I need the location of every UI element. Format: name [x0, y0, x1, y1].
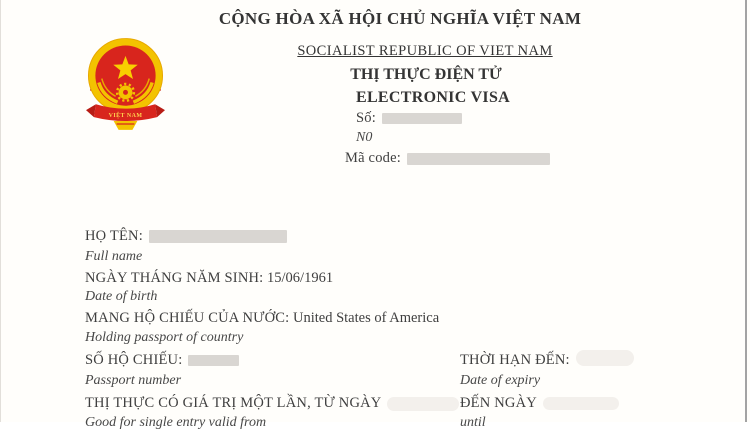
visa-number-label-en: N0: [356, 130, 373, 145]
header-title-en: ELECTRONIC VISA: [355, 89, 511, 106]
visa-number-label: Số:: [356, 110, 376, 126]
header-country-vi: CỘNG HÒA XÃ HỘI CHỦ NGHĨA VIỆT NAM: [218, 9, 582, 28]
date-of-expiry-row: [460, 352, 634, 369]
visa-code-row: [345, 150, 550, 167]
valid-from-label-en: Good for single entry valid from: [85, 415, 267, 430]
valid-from-label-vi: THỊ THỰC CÓ GIÁ TRỊ MỘT LẦN, TỪ NGÀY: [85, 395, 382, 411]
valid-until-label-en: until: [460, 415, 486, 430]
header-title-vi: THỊ THỰC ĐIỆN TỬ: [350, 66, 502, 83]
passport-country-row: [85, 310, 439, 327]
passport-number-label-vi: SỐ HỘ CHIẾU:: [85, 352, 183, 368]
date-of-expiry-faint-box: [576, 350, 634, 366]
visa-number-row: [356, 110, 462, 127]
date-of-expiry-label-en: Date of expiry: [460, 373, 541, 388]
visa-code-label: Mã code:: [345, 150, 401, 166]
full-name-redaction-box: [149, 230, 287, 243]
passport-number-label-en: Passport number: [85, 373, 182, 388]
visa-code-redaction-box: [407, 153, 550, 165]
valid-from-row: [85, 395, 459, 412]
emblem-banner-text: VIỆT NAM: [108, 113, 143, 120]
full-name-label-vi: HỌ TÊN:: [85, 228, 143, 244]
full-name-row: [85, 228, 287, 245]
date-of-birth-value: 15/06/1961: [267, 270, 334, 286]
date-of-birth-label-vi: NGÀY THÁNG NĂM SINH:: [85, 270, 264, 286]
valid-until-faint-box: [543, 397, 619, 410]
right-edge-line: [745, 0, 747, 422]
valid-until-row: [460, 395, 619, 412]
full-name-label-en: Full name: [85, 249, 143, 264]
valid-from-faint-box: [387, 397, 459, 411]
header-country-en: SOCIALIST REPUBLIC OF VIET NAM: [297, 43, 553, 59]
passport-number-row: [85, 352, 239, 369]
valid-until-label-vi: ĐẾN NGÀY: [460, 395, 537, 411]
left-edge-line: [0, 0, 1, 422]
visa-number-redaction-box: [382, 113, 462, 124]
date-of-birth-label-en: Date of birth: [85, 289, 158, 304]
passport-country-label-vi: MANG HỘ CHIẾU CỦA NƯỚC:: [85, 310, 290, 326]
date-of-expiry-label-vi: THỜI HẠN ĐẾN:: [460, 352, 570, 368]
date-of-birth-row: [85, 270, 333, 287]
passport-number-redaction-box: [188, 355, 239, 366]
passport-country-label-en: Holding passport of country: [85, 330, 244, 345]
passport-country-value: United States of America: [292, 310, 440, 326]
